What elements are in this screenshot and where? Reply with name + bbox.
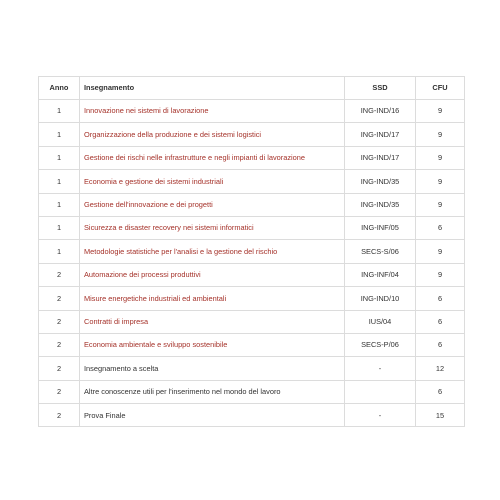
table-row bbox=[39, 216, 465, 239]
course-link[interactable]: Contratti di impresa bbox=[84, 317, 149, 326]
cell-insegnamento bbox=[80, 146, 345, 169]
cell-ssd: - bbox=[345, 357, 416, 380]
cell-ssd: IUS/04 bbox=[345, 310, 416, 333]
cell-insegnamento bbox=[80, 333, 345, 356]
cell-cfu: 12 bbox=[416, 357, 465, 380]
table-body bbox=[39, 100, 465, 427]
cell-cfu: 6 bbox=[416, 380, 465, 403]
course-link[interactable]: Gestione dei rischi nelle infrastrutture e negli impianti di lavorazione bbox=[84, 153, 306, 163]
cell-anno: 2 bbox=[39, 287, 80, 310]
table-row bbox=[39, 193, 465, 216]
cell-insegnamento bbox=[80, 170, 345, 193]
cell-anno: 2 bbox=[39, 357, 80, 380]
cell-insegnamento bbox=[80, 380, 345, 403]
course-link[interactable]: Misure energetiche industriali ed ambientali bbox=[84, 293, 227, 303]
cell-anno: 2 bbox=[39, 404, 80, 427]
cell-insegnamento bbox=[80, 404, 345, 427]
cell-ssd: ING-INF/04 bbox=[345, 263, 416, 286]
course-link[interactable]: Gestione dell'innovazione e dei progetti bbox=[84, 200, 213, 210]
cell-ssd: SECS-P/06 bbox=[345, 333, 416, 356]
cell-ssd: ING-IND/35 bbox=[345, 193, 416, 216]
table-header bbox=[39, 77, 465, 100]
table-row bbox=[39, 357, 465, 380]
courses-table bbox=[38, 76, 465, 427]
cell-anno: 1 bbox=[39, 100, 80, 123]
course-link[interactable]: Metodologie statistiche per l'analisi e la gestione del rischio bbox=[84, 246, 278, 256]
course-link[interactable]: Innovazione nei sistemi di lavorazione bbox=[84, 106, 209, 116]
cell-ssd: ING-IND/10 bbox=[345, 287, 416, 310]
cell-ssd bbox=[345, 380, 416, 403]
cell-insegnamento bbox=[80, 123, 345, 146]
cell-anno: 2 bbox=[39, 380, 80, 403]
cell-anno: 1 bbox=[39, 193, 80, 216]
course-link[interactable]: Organizzazione della produzione e dei sistemi logistici bbox=[84, 129, 262, 139]
cell-cfu: 9 bbox=[416, 146, 465, 169]
cell-cfu: 9 bbox=[416, 263, 465, 286]
cell-insegnamento bbox=[80, 100, 345, 123]
cell-insegnamento bbox=[80, 263, 345, 286]
cell-insegnamento bbox=[80, 357, 345, 380]
cell-ssd: SECS-S/06 bbox=[345, 240, 416, 263]
course-link[interactable]: Economia ambientale e sviluppo sostenibile bbox=[84, 340, 228, 350]
cell-anno: 2 bbox=[39, 263, 80, 286]
cell-cfu: 6 bbox=[416, 333, 465, 356]
cell-cfu: 9 bbox=[416, 123, 465, 146]
table-row bbox=[39, 380, 465, 403]
cell-insegnamento bbox=[80, 216, 345, 239]
table-row bbox=[39, 240, 465, 263]
cell-cfu: 15 bbox=[416, 404, 465, 427]
header-row bbox=[39, 77, 465, 100]
table-row bbox=[39, 404, 465, 427]
cell-anno: 2 bbox=[39, 310, 80, 333]
table-row bbox=[39, 146, 465, 169]
course-name: Insegnamento a scelta bbox=[84, 363, 159, 373]
header-anno: Anno bbox=[39, 77, 80, 100]
cell-anno: 1 bbox=[39, 123, 80, 146]
cell-ssd: - bbox=[345, 404, 416, 427]
cell-cfu: 6 bbox=[416, 287, 465, 310]
cell-cfu: 9 bbox=[416, 193, 465, 216]
cell-cfu: 6 bbox=[416, 216, 465, 239]
cell-cfu: 6 bbox=[416, 310, 465, 333]
table-row bbox=[39, 333, 465, 356]
cell-cfu: 9 bbox=[416, 240, 465, 263]
cell-ssd: ING-IND/35 bbox=[345, 170, 416, 193]
cell-insegnamento bbox=[80, 287, 345, 310]
course-name: Prova Finale bbox=[84, 410, 126, 420]
table-row bbox=[39, 263, 465, 286]
cell-ssd: ING-IND/17 bbox=[345, 123, 416, 146]
cell-ssd: ING-INF/05 bbox=[345, 216, 416, 239]
cell-anno: 1 bbox=[39, 240, 80, 263]
cell-anno: 2 bbox=[39, 333, 80, 356]
course-link[interactable]: Automazione dei processi produttivi bbox=[84, 270, 201, 280]
table-row bbox=[39, 287, 465, 310]
course-name: Altre conoscenze utili per l'inserimento nel mondo del lavoro bbox=[84, 387, 281, 397]
cell-ssd: ING-IND/16 bbox=[345, 100, 416, 123]
cell-insegnamento bbox=[80, 240, 345, 263]
course-link[interactable]: Sicurezza e disaster recovery nei sistemi informatici bbox=[84, 223, 254, 233]
table-row bbox=[39, 100, 465, 123]
cell-insegnamento bbox=[80, 310, 345, 333]
cell-ssd: ING-IND/17 bbox=[345, 146, 416, 169]
table-row bbox=[39, 170, 465, 193]
course-link[interactable]: Economia e gestione dei sistemi industriali bbox=[84, 176, 224, 186]
table-row bbox=[39, 310, 465, 333]
cell-insegnamento bbox=[80, 193, 345, 216]
cell-anno: 1 bbox=[39, 170, 80, 193]
header-cfu: CFU bbox=[416, 77, 465, 100]
table-row bbox=[39, 123, 465, 146]
header-ssd: SSD bbox=[345, 77, 416, 100]
cell-anno: 1 bbox=[39, 216, 80, 239]
header-insegnamento: Insegnamento bbox=[80, 77, 345, 100]
cell-cfu: 9 bbox=[416, 170, 465, 193]
cell-anno: 1 bbox=[39, 146, 80, 169]
cell-cfu: 9 bbox=[416, 100, 465, 123]
